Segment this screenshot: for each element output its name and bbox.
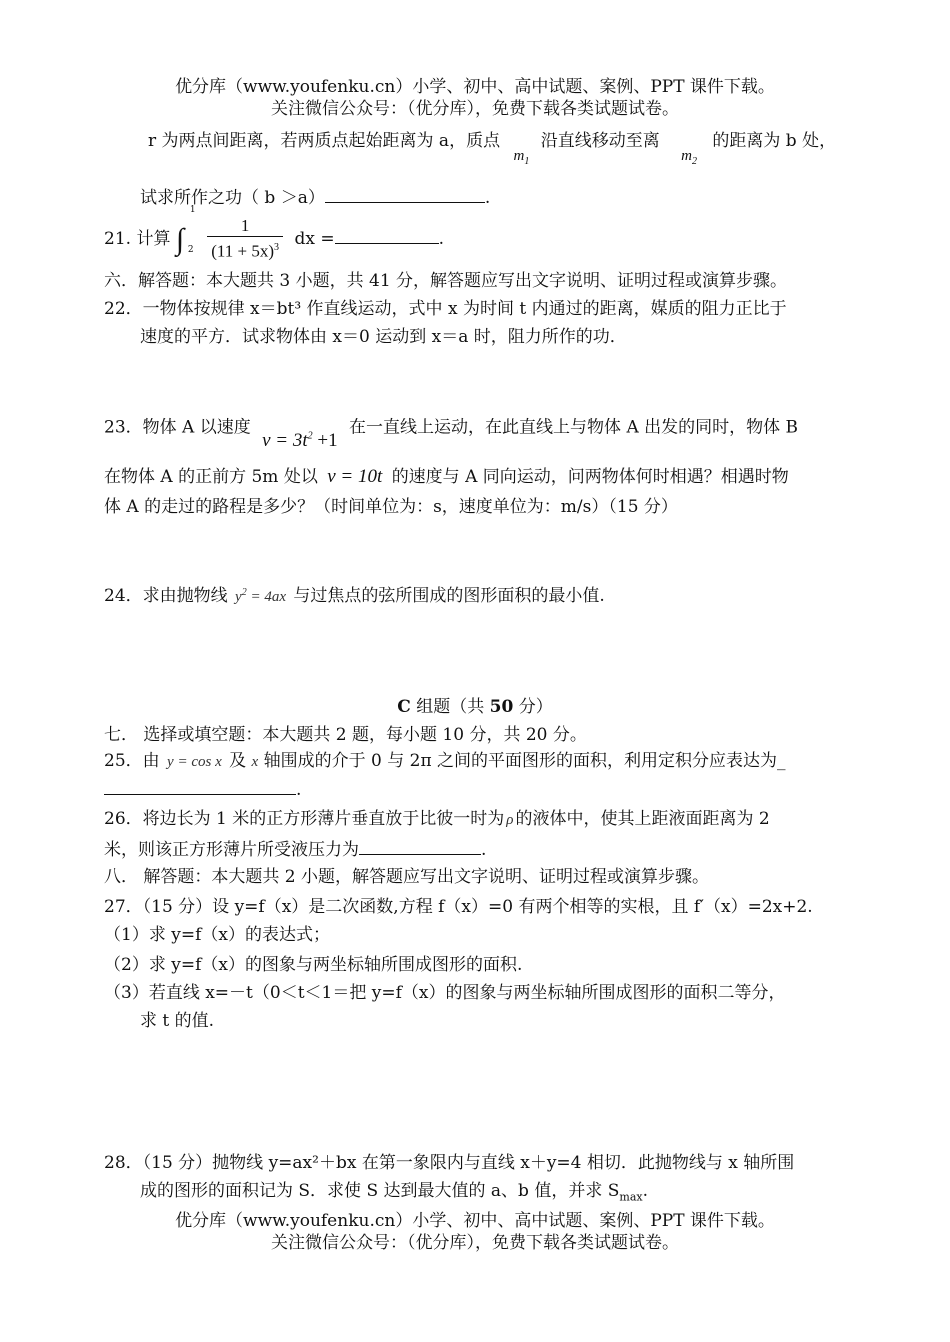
answer-blank[interactable] <box>335 227 439 244</box>
cos-formula: y = cos x <box>167 754 222 770</box>
q26-line-2: 米，则该正方形薄片所受液压力为 . <box>104 840 487 860</box>
header-line-2: 关注微信公众号：（优分库），免费下载各类试题试卷。 <box>271 99 679 119</box>
q28-line-2: 成的图形的面积记为 S．求使 S 达到最大值的 a、b 值，并求 $S_{max}$. <box>140 1181 648 1204</box>
m1-symbol: $m_1$ <box>513 148 530 167</box>
answer-blank[interactable] <box>359 838 481 855</box>
footer-line-1: 优分库（www.youfenku.cn）小学、初中、高中试题、案例、PPT 课件下载。 <box>175 1211 775 1231</box>
q20-line-2: 试求所作之功（ b ＞a） . <box>140 188 491 208</box>
integrand-fraction: $\frac{1}{(11 + 5x)^3}$ <box>207 216 283 263</box>
m2-symbol: $m_2$ <box>681 148 697 167</box>
section-8-heading: 八． 解答题：本大题共 2 小题，解答题应写出文字说明、证明过程或演算步骤。 <box>104 867 710 887</box>
q23-line-3: 体 A 的走过的路程是多少？（时间单位为：s，速度单位为：m/s）（15 分） <box>104 497 678 517</box>
q24-line: 24．求由抛物线 $y^2 = 4ax$ 与过焦点的弦所围成的图形面积的最小值. <box>104 586 605 606</box>
q20-line-1: r 为两点间距离，若两质点起始距离为 a，质点 $m_1$ 沿直线移动至离 $m_2$ 的距离为 b 处， <box>148 131 837 167</box>
q23-line-2: 在物体 A 的正前方 5m 处以 v = 10t 的速度与 A 同向运动，问两物体何时相遇？相遇时物 <box>104 466 789 487</box>
footer-line-2: 关注微信公众号：（优分库），免费下载各类试题试卷。 <box>271 1233 679 1253</box>
answer-blank[interactable] <box>325 186 485 203</box>
q27-part-2: （2）求 y=f（x）的图象与两坐标轴所围成图形的面积. <box>104 955 523 975</box>
rho-symbol: ρ <box>506 812 514 828</box>
q27-part-3-cont: 求 t 的值. <box>140 1011 215 1031</box>
integral-sign: ∫ 1 2 <box>175 205 196 256</box>
q25-line-2: . <box>104 778 301 801</box>
section-7-heading: 七． 选择或填空题：本大题共 2 题，每小题 10 分，共 20 分。 <box>104 725 587 745</box>
velocity-formula-a: $v = 3t^2 +1$ <box>262 430 338 452</box>
q22-line-1: 22．一物体按规律 x＝bt³ 作直线运动，式中 x 为时间 t 内通过的距离，媒质的阻力正比于 <box>104 299 787 319</box>
q23-line-1: 23．物体 A 以速度 $v = 3t^2 +1$ 在一直线上运动，在此直线上与物体 A 出发的同时，物体 B <box>104 417 799 452</box>
q27-part-1: （1）求 y=f（x）的表达式； <box>104 925 330 945</box>
section-6-heading: 六．解答题：本大题共 3 小题，共 41 分，解答题应写出文字说明、证明过程或演算步骤。 <box>104 271 788 291</box>
header-line-1: 优分库（www.youfenku.cn）小学、初中、高中试题、案例、PPT 课件下载。 <box>175 77 775 97</box>
velocity-formula-b: v = 10t <box>327 466 383 487</box>
q28-line-1: 28．（15 分）抛物线 y=ax²＋bx 在第一象限内与直线 x＋y=4 相切．此抛物线与 x 轴所围 <box>104 1153 795 1173</box>
q22-line-2: 速度的平方．试求物体由 x＝0 运动到 x＝a 时，阻力所作的功． <box>140 327 627 347</box>
q26-line-1: 26．将边长为 1 米的正方形薄片垂直放于比彼一时为 ρ 的液体中，使其上距液面距离为 2 <box>104 809 770 829</box>
q27-line-1: 27．（15 分）设 y=f（x）是二次函数,方程 f（x）=0 有两个相等的实根，且 f′（x）=2x+2. <box>104 897 813 917</box>
q25-line-1: 25．由 y = cos x 及 x 轴围成的介于 0 与 2π 之间的平面图形的面积，利用定积分应表达为_ <box>104 751 786 771</box>
group-c-title: C 组题（共 50 分） <box>397 697 553 717</box>
q27-part-3: （3）若直线 x=－t（0＜t＜1＝把 y=f（x）的图象与两坐标轴所围成图形的面积二等分， <box>104 983 786 1003</box>
parabola-formula: $y^2 = 4ax$ <box>235 587 286 605</box>
q21-line: 21. 计算 ∫ 1 2 $\frac{1}{(11 + 5x)^3}$ dx = . <box>104 214 444 264</box>
answer-blank[interactable] <box>104 778 296 795</box>
